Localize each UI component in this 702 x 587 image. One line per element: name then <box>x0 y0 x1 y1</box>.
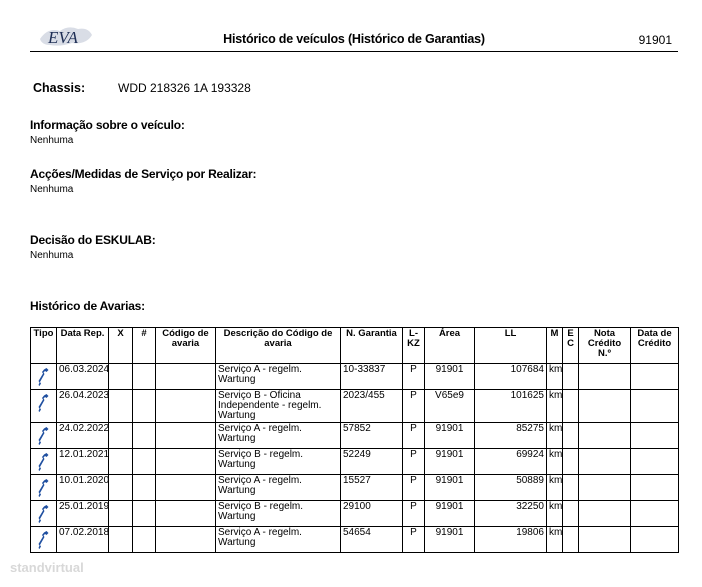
cell-descricao: Serviço B - Oficina Independente - regelm. Wartung <box>216 390 341 423</box>
cell-garantia: 10-33837 <box>341 364 403 390</box>
cell-ll: 69924 <box>475 449 547 475</box>
cell-m: km <box>547 423 563 449</box>
cell-descricao: Serviço A - regelm. Wartung <box>216 364 341 390</box>
cell-m: km <box>547 527 563 553</box>
cell-data-credito <box>631 423 679 449</box>
cell-data: 25.01.2019 <box>57 501 109 527</box>
column-header: LL <box>475 328 547 364</box>
damage-history-title: Histórico de Avarias: <box>30 299 145 313</box>
cell-codigo <box>156 449 216 475</box>
cell-garantia: 52249 <box>341 449 403 475</box>
cell-nota <box>579 423 631 449</box>
cell-lkz: P <box>403 423 425 449</box>
table-row <box>31 527 679 553</box>
cell-hash <box>133 390 156 423</box>
table-row <box>31 423 679 449</box>
cell-ec <box>563 423 579 449</box>
cell-m: km <box>547 501 563 527</box>
document-header <box>30 23 678 52</box>
cell-x <box>109 364 133 390</box>
vehicle-info-value: Nenhuma <box>30 135 74 146</box>
cell-garantia: 15527 <box>341 475 403 501</box>
wrench-icon <box>33 504 54 524</box>
wrench-icon <box>33 393 54 413</box>
watermark: standvirtual <box>10 560 84 575</box>
cell-nota <box>579 449 631 475</box>
cell-garantia: 54654 <box>341 527 403 553</box>
cell-hash <box>133 423 156 449</box>
cell-codigo <box>156 423 216 449</box>
cell-area: 91901 <box>425 423 475 449</box>
cell-data-credito <box>631 501 679 527</box>
cell-descricao: Serviço A - regelm. Wartung <box>216 527 341 553</box>
cell-garantia: 29100 <box>341 501 403 527</box>
cell-data: 26.04.2023 <box>57 390 109 423</box>
cell-area: 91901 <box>425 364 475 390</box>
cell-x <box>109 527 133 553</box>
wrench-icon <box>33 530 54 550</box>
cell-hash <box>133 475 156 501</box>
chassis-value: WDD 218326 1A 193328 <box>118 81 251 95</box>
column-header: N. Garantia <box>341 328 403 364</box>
cell-m: km <box>547 364 563 390</box>
cell-x <box>109 501 133 527</box>
column-header: Descrição do Código de avaria <box>216 328 341 364</box>
cell-ec <box>563 390 579 423</box>
cell-codigo <box>156 390 216 423</box>
cell-ec <box>563 449 579 475</box>
document-number: 91901 <box>638 33 672 47</box>
service-actions-value: Nenhuma <box>30 184 74 195</box>
column-header: # <box>133 328 156 364</box>
cell-nota <box>579 475 631 501</box>
cell-hash <box>133 364 156 390</box>
cell-hash <box>133 449 156 475</box>
vehicle-info-title: Informação sobre o veículo: <box>30 118 185 132</box>
column-header: Data Rep. <box>57 328 109 364</box>
column-header: E C <box>563 328 579 364</box>
wrench-icon <box>33 478 54 498</box>
cell-hash <box>133 501 156 527</box>
cell-data: 07.02.2018 <box>57 527 109 553</box>
cell-lkz: P <box>403 364 425 390</box>
cell-data-credito <box>631 527 679 553</box>
wrench-icon <box>33 426 54 446</box>
svg-text:EVA: EVA <box>48 28 78 47</box>
cell-data-credito <box>631 449 679 475</box>
column-header: X <box>109 328 133 364</box>
table-row <box>31 390 679 423</box>
cell-ll: 101625 <box>475 390 547 423</box>
wrench-icon <box>33 452 54 472</box>
cell-x <box>109 390 133 423</box>
cell-descricao: Serviço B - regelm. Wartung <box>216 501 341 527</box>
cell-codigo <box>156 364 216 390</box>
column-header: Nota Crédito N.º <box>579 328 631 364</box>
cell-descricao: Serviço A - regelm. Wartung <box>216 475 341 501</box>
cell-area: 91901 <box>425 449 475 475</box>
type-cell <box>31 390 57 423</box>
cell-lkz: P <box>403 449 425 475</box>
cell-data: 10.01.2020 <box>57 475 109 501</box>
cell-area: V65e9 <box>425 390 475 423</box>
table-body <box>31 364 679 553</box>
cell-area: 91901 <box>425 501 475 527</box>
cell-data-credito <box>631 475 679 501</box>
cell-ll: 50889 <box>475 475 547 501</box>
cell-garantia: 57852 <box>341 423 403 449</box>
cell-m: km <box>547 475 563 501</box>
cell-hash <box>133 527 156 553</box>
cell-ll: 32250 <box>475 501 547 527</box>
cell-ll: 19806 <box>475 527 547 553</box>
cell-ec <box>563 475 579 501</box>
chassis-label: Chassis: <box>33 81 86 95</box>
type-cell <box>31 501 57 527</box>
cell-nota <box>579 501 631 527</box>
column-header: Código de avaria <box>156 328 216 364</box>
table-row <box>31 475 679 501</box>
type-cell <box>31 423 57 449</box>
type-cell <box>31 364 57 390</box>
cell-lkz: P <box>403 475 425 501</box>
type-cell <box>31 527 57 553</box>
cell-area: 91901 <box>425 527 475 553</box>
cell-data: 24.02.2022 <box>57 423 109 449</box>
service-actions-title: Acções/Medidas de Serviço por Realizar: <box>30 167 257 181</box>
damage-history-table <box>30 327 679 553</box>
type-cell <box>31 449 57 475</box>
table-row <box>31 449 679 475</box>
cell-codigo <box>156 527 216 553</box>
cell-data-credito <box>631 390 679 423</box>
cell-nota <box>579 527 631 553</box>
type-cell <box>31 475 57 501</box>
cell-m: km <box>547 390 563 423</box>
eskulab-decision-value: Nenhuma <box>30 250 74 261</box>
column-header: Tipo <box>31 328 57 364</box>
page-title: Histórico de veículos (Histórico de Garantias) <box>223 32 485 46</box>
cell-x <box>109 475 133 501</box>
column-header: L-KZ <box>403 328 425 364</box>
table-row <box>31 364 679 390</box>
cell-lkz: P <box>403 501 425 527</box>
cell-codigo <box>156 475 216 501</box>
column-header: M <box>547 328 563 364</box>
column-header: Data de Crédito <box>631 328 679 364</box>
cell-codigo <box>156 501 216 527</box>
cell-x <box>109 449 133 475</box>
eskulab-decision-title: Decisão do ESKULAB: <box>30 233 156 247</box>
wrench-icon <box>33 367 54 387</box>
cell-descricao: Serviço A - regelm. Wartung <box>216 423 341 449</box>
cell-nota <box>579 390 631 423</box>
cell-data: 06.03.2024 <box>57 364 109 390</box>
cell-descricao: Serviço B - regelm. Wartung <box>216 449 341 475</box>
cell-ll: 107684 <box>475 364 547 390</box>
cell-ll: 85275 <box>475 423 547 449</box>
cell-data-credito <box>631 364 679 390</box>
cell-m: km <box>547 449 563 475</box>
cell-garantia: 2023/455 <box>341 390 403 423</box>
table-row <box>31 501 679 527</box>
cell-ec <box>563 364 579 390</box>
cell-x <box>109 423 133 449</box>
cell-ec <box>563 527 579 553</box>
cell-lkz: P <box>403 390 425 423</box>
cell-nota <box>579 364 631 390</box>
cell-lkz: P <box>403 527 425 553</box>
cell-data: 12.01.2021 <box>57 449 109 475</box>
cell-area: 91901 <box>425 475 475 501</box>
cell-ec <box>563 501 579 527</box>
table-header-row <box>31 328 679 364</box>
column-header: Área <box>425 328 475 364</box>
